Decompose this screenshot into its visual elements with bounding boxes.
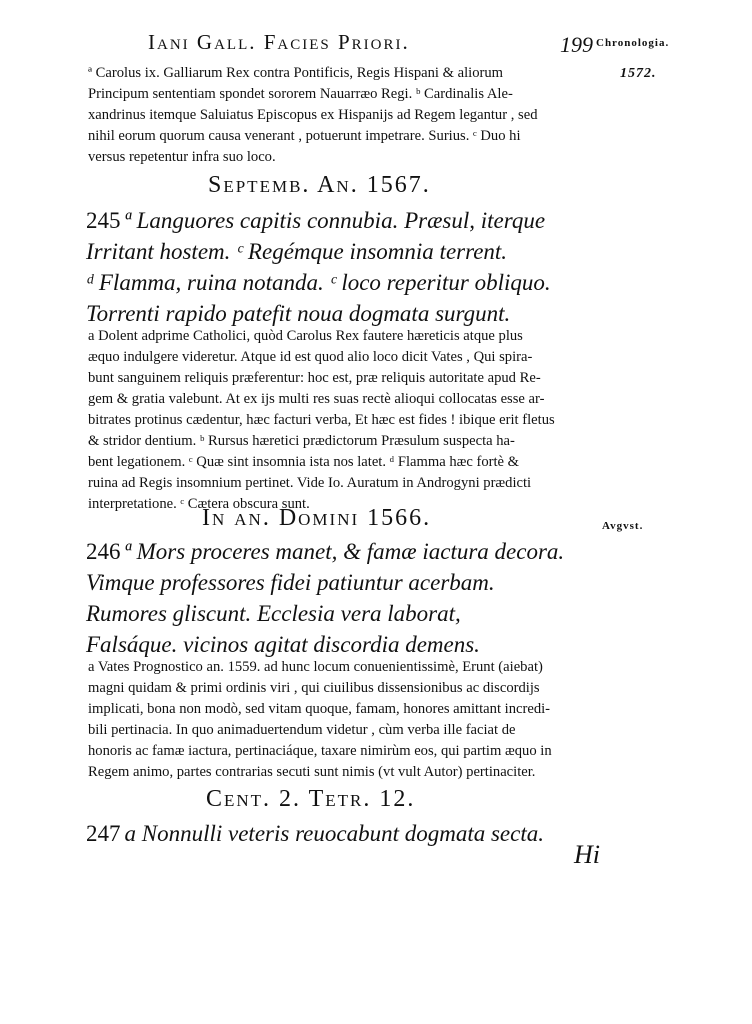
verse-text: a Nonnulli veteris reuocabunt dogmata secta.	[124, 821, 544, 846]
quatrain-number: 245	[86, 208, 121, 233]
margin-note-year: 1572.	[620, 66, 657, 81]
section-title-1567: Septemb. An. 1567.	[208, 172, 431, 198]
section-title-cent-2-tetr-12: Cent. 2. Tetr. 12.	[206, 786, 416, 812]
note-line: bunt sanguinem reliquis præferentur: hoc est, præ reliquis autoritate apud Re-	[88, 370, 541, 386]
note-line: bili pertinacia. In quo animaduertendum videtur , cùm verba ille faciat de	[88, 722, 516, 738]
page-number: 199	[560, 32, 593, 57]
quatrain-number: 247	[86, 821, 121, 846]
verse-line: ᵈ Flamma, ruina notanda. ᶜ loco reperitur obliquo.	[86, 270, 551, 295]
verse-line	[86, 536, 606, 567]
quatrain-247	[86, 818, 606, 849]
note-line: nihil eorum quorum causa venerant , potuerunt impetrare. Surius. ᶜ Duo hi	[88, 128, 521, 144]
margin-note-month: Avgvst.	[602, 520, 644, 532]
note-line: gem & gratia valebunt. At ex ijs multi res suas rectè alioqui collocatas esse ar-	[88, 391, 545, 407]
note-line: magni quidam & primi ordinis viri , qui ciuilibus dissensionibus ac discordijs	[88, 680, 540, 696]
margin-note-chronologia: Chronologia.	[596, 37, 670, 49]
section-title-1566: In an. Domini 1566.	[202, 505, 432, 531]
verse-line: Torrenti rapido patefit noua dogmata surgunt.	[86, 301, 511, 326]
note-line: ruina ad Regis insomnium pertinet. Vide Io. Auratum in Androgyni prædicti	[88, 475, 532, 491]
top-notes	[88, 63, 628, 168]
verse-line: Irritant hostem. ᶜ Regémque insomnia terrent.	[86, 239, 508, 264]
verse-line: Rumores gliscunt. Ecclesia vera laborat,	[86, 601, 461, 626]
note-line: interpretatione. ᶜ Cætera obscura sunt.	[88, 496, 310, 512]
note-line: a Vates Prognostico an. 1559. ad hunc locum conuenientissimè, Erunt (aiebat)	[88, 659, 543, 675]
note-line: bitrates protinus cædentur, hæc facturi verba, Et hæc est fides ! ibique erit fletus	[88, 412, 555, 428]
note-line: ª Carolus ix. Galliarum Rex contra Pontificis, Regis Hispani & aliorum	[88, 65, 504, 81]
note-line: implicati, bona non modò, sed vitam quoque, famam, honores amittant incredi-	[88, 701, 551, 717]
commentary-245	[88, 326, 628, 515]
verse-line	[86, 205, 606, 236]
note-line: Regem animo, partes contrarias secuti sunt nimis (vt vult Autor) pertinaciter.	[88, 764, 536, 780]
catchword: Hi	[574, 840, 600, 869]
verse-line: Falsáque. vicinos agitat discordia demens.	[86, 632, 480, 657]
note-line: versus repetentur infra suo loco.	[88, 149, 276, 165]
quatrain-245	[86, 205, 606, 329]
verse-line: Vimque professores fidei patiuntur acerbam.	[86, 570, 495, 595]
note-line: a Dolent adprime Catholici, quòd Carolus Rex fautere hæreticis atque plus	[88, 328, 523, 344]
note-line: bent legationem. ᶜ Quæ sint insomnia ista nos latet. ᵈ Flamma hæc fortè &	[88, 454, 520, 470]
quatrain-246	[86, 536, 606, 660]
verse-text: ª Mors proceres manet, & famæ iactura decora.	[124, 539, 565, 564]
running-header: Iani Gall. Facies Priori.	[148, 30, 410, 54]
verse-text: ª Languores capitis connubia. Præsul, iterque	[124, 208, 546, 233]
quatrain-number: 246	[86, 539, 121, 564]
note-line: xandrinus itemque Saluiatus Episcopus ex Hispanijs ad Regem legantur , sed	[88, 107, 538, 123]
note-line: Principum sententiam spondet sororem Nauarræo Regi. ᵇ Cardinalis Ale-	[88, 86, 513, 102]
commentary-246	[88, 657, 628, 783]
verse-line	[86, 818, 606, 849]
note-line: honoris ac famæ iactura, pertinaciáque, taxare nimirùm eos, qui partim æquo in	[88, 743, 552, 759]
note-line: æquo indulgere videretur. Atque id est quod alio loco dicit Vates , Qui spira-	[88, 349, 533, 365]
note-line: & stridor dentium. ᵇ Rursus hæretici prædictorum Præsulum suspecta ha-	[88, 433, 515, 449]
